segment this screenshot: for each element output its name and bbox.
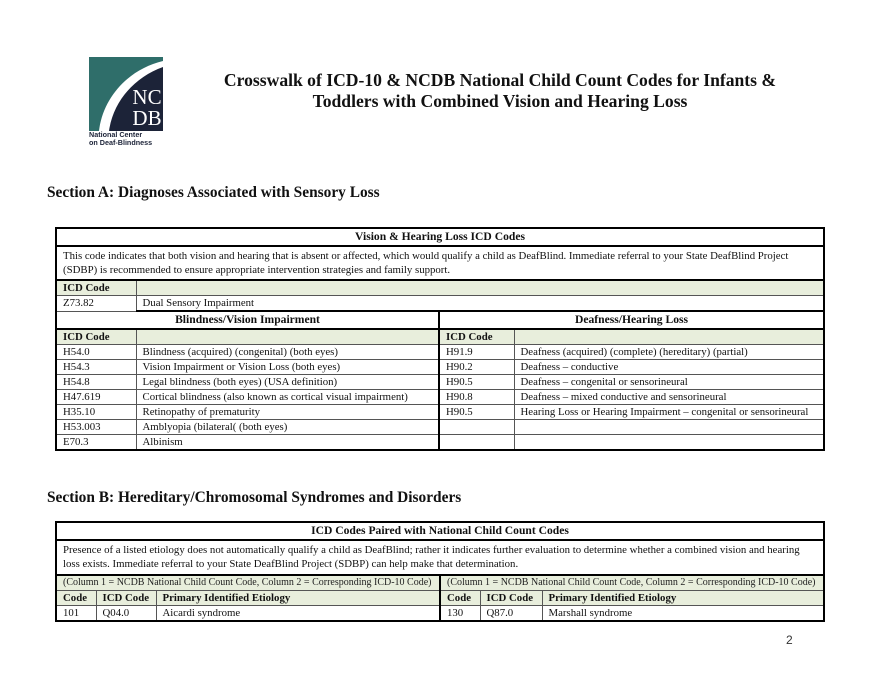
vision-code: H47.619 [56,390,136,405]
vision-label: Blindness (acquired) (congenital) (both eyes) [136,345,439,360]
hearing-label: Deafness (acquired) (complete) (hereditary) (partial) [514,345,824,360]
dual-label: Dual Sensory Impairment [136,296,824,312]
vision-label: Cortical blindness (also known as cortical visual impairment) [136,390,439,405]
document-title-line2: Toddlers with Combined Vision and Hearing Loss [312,91,688,111]
ncdb-logo-mark [89,57,163,131]
right-etiology-header: Primary Identified Etiology [542,591,824,606]
hearing-code: H90.5 [439,375,514,390]
vision-code-header: ICD Code [56,329,136,345]
section-b-description: Presence of a listed etiology does not automatically qualify a child as DeafBlind; rather it indicates further evaluation to determine whether a combined vision and hearing loss exists. Immediate referral to your State DeafBlind Project (SDBP) can help make that determination. [56,540,824,575]
left-code-header: Code [56,591,96,606]
vision-code: H53.003 [56,420,136,435]
vision-code: H54.0 [56,345,136,360]
table-row [56,345,824,360]
hearing-code [439,420,514,435]
hearing-label: Deafness – congenital or sensorineural [514,375,824,390]
section-b-table [55,521,825,622]
vision-label: Vision Impairment or Vision Loss (both eyes) [136,360,439,375]
hearing-label [514,420,824,435]
hearing-code-header: ICD Code [439,329,514,345]
table-row [56,405,824,420]
hearing-label: Deafness – conductive [514,360,824,375]
hearing-label: Hearing Loss or Hearing Impairment – congenital or sensorineural [514,405,824,420]
right-code-header: Code [440,591,480,606]
right-etiology: Marshall syndrome [542,606,824,622]
left-etiology-header: Primary Identified Etiology [156,591,440,606]
ncdb-logo [89,57,163,148]
hearing-subtable-title: Deafness/Hearing Loss [439,311,824,329]
dual-code: Z73.82 [56,296,136,312]
section-a-description: This code indicates that both vision and hearing that is absent or affected, which would qualify a child as DeafBlind. Immediate referral to your State DeafBlind Project (SDBP) is recommended to ensure appropriate intervention strategies and family support. [56,246,824,280]
right-column-note: (Column 1 = NCDB National Child Count Code, Column 2 = Corresponding ICD-10 Code) [440,575,824,591]
right-icd-code: Q87.0 [480,606,542,622]
page-number: 2 [786,633,793,647]
left-etiology: Aicardi syndrome [156,606,440,622]
dual-icd-code-header: ICD Code [56,280,136,296]
hearing-code [439,435,514,451]
logo-caption-line2: on Deaf-Blindness [89,138,153,148]
vision-label: Legal blindness (both eyes) (USA definition) [136,375,439,390]
logo-letters-nc: NC [132,85,162,109]
left-column-note: (Column 1 = NCDB National Child Count Code, Column 2 = Corresponding ICD-10 Code) [56,575,440,591]
logo-caption [89,131,179,148]
vision-code: H35.10 [56,405,136,420]
hearing-code: H90.5 [439,405,514,420]
vision-label: Albinism [136,435,439,451]
section-a-heading: Section A: Diagnoses Associated with Sensory Loss [47,184,380,201]
vision-subtable-title: Blindness/Vision Impairment [56,311,439,329]
hearing-label [514,435,824,451]
logo-letters-db: DB [132,106,162,130]
section-a-table-title: Vision & Hearing Loss ICD Codes [56,228,824,246]
table-row [56,360,824,375]
vision-header-blank [136,329,439,345]
right-ncdb-code: 130 [440,606,480,622]
hearing-label: Deafness – mixed conductive and sensorineural [514,390,824,405]
left-ncdb-code: 101 [56,606,96,622]
hearing-code: H90.8 [439,390,514,405]
table-row [56,375,824,390]
vision-code: E70.3 [56,435,136,451]
table-row [56,435,824,451]
section-b-heading: Section B: Hereditary/Chromosomal Syndromes and Disorders [47,489,462,506]
left-icd-code: Q04.0 [96,606,156,622]
dual-header-blank [136,280,824,296]
document-title-line1: Crosswalk of ICD-10 & NCDB National Child Count Codes for Infants & [223,70,777,90]
vision-code: H54.3 [56,360,136,375]
table-row [56,390,824,405]
vision-code: H54.8 [56,375,136,390]
vision-label: Amblyopia (bilateral( (both eyes) [136,420,439,435]
section-a-table [55,227,825,451]
logo-graphic-icon [89,57,163,131]
section-b-table-title: ICD Codes Paired with National Child Count Codes [56,522,824,540]
left-icd-header: ICD Code [96,591,156,606]
right-icd-header: ICD Code [480,591,542,606]
table-row [56,420,824,435]
document-title [200,70,800,112]
hearing-code: H90.2 [439,360,514,375]
hearing-header-blank [514,329,824,345]
vision-label: Retinopathy of prematurity [136,405,439,420]
table-row [56,606,824,622]
hearing-code: H91.9 [439,345,514,360]
logo-caption-line1: National Center [89,130,143,139]
